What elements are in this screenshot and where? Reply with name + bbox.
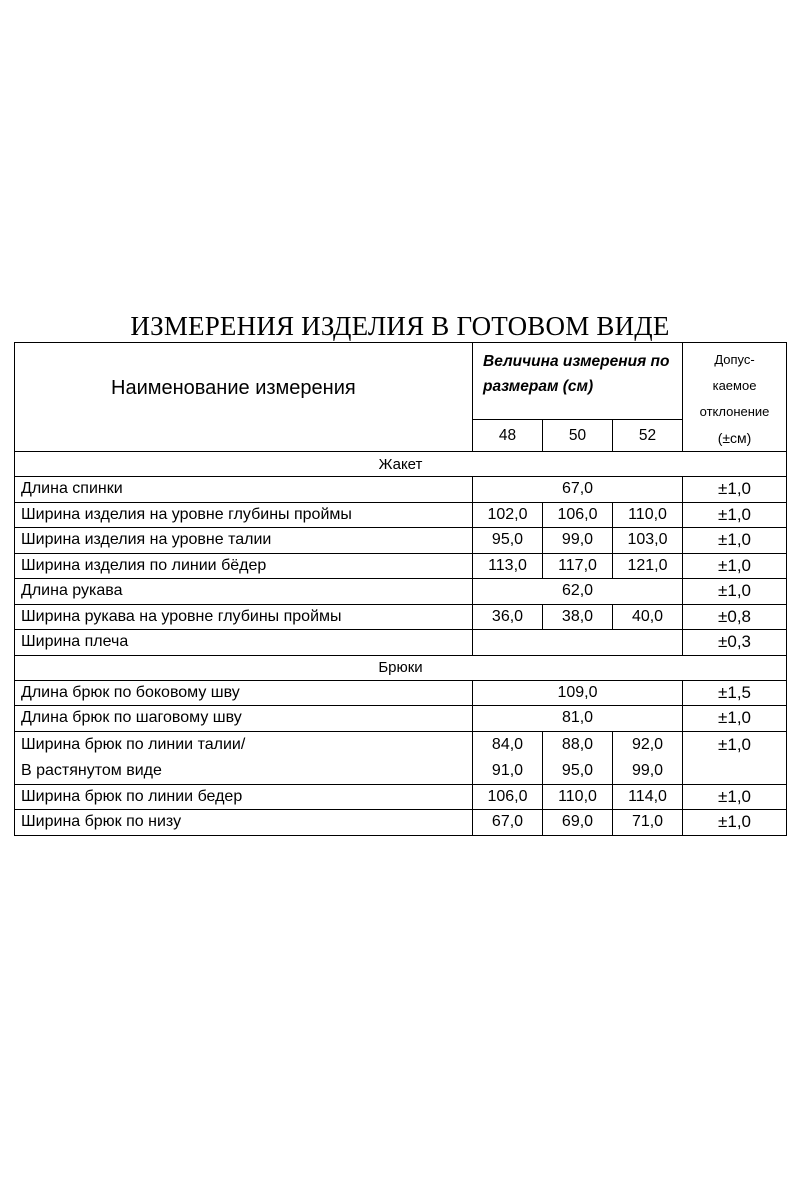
row-tolerance (683, 731, 787, 784)
row-value-48: 113,0 (473, 553, 543, 579)
row-name: Ширина брюк по низу (15, 810, 473, 836)
row-tolerance: ±1,0 (683, 579, 787, 605)
row-tolerance: ±1,0 (683, 810, 787, 836)
row-name: Ширина плеча (15, 630, 473, 656)
row-value-52: 114,0 (613, 784, 683, 810)
row-name: Ширина брюк по линии бедер (15, 784, 473, 810)
row-name-line2: В растянутом виде (21, 761, 162, 779)
table-row (15, 680, 787, 706)
row-value-line1: 84,0 (491, 735, 524, 753)
row-tolerance: ±1,0 (683, 553, 787, 579)
row-value-50: 99,0 (543, 528, 613, 554)
row-value-48: 102,0 (473, 502, 543, 528)
row-value-52 (613, 731, 683, 784)
table-row (15, 579, 787, 605)
header-size-group: Величина измерения по размерам (см) (473, 343, 683, 420)
table-row (15, 477, 787, 503)
row-tolerance: ±0,3 (683, 630, 787, 656)
row-value-merged: 109,0 (473, 680, 683, 706)
header-tolerance-line4: (±см) (717, 430, 752, 446)
row-value-merged: 81,0 (473, 706, 683, 732)
section-jacket: Жакет (15, 452, 787, 477)
row-value-50: 110,0 (543, 784, 613, 810)
row-tolerance: ±1,0 (683, 477, 787, 503)
row-value-52: 71,0 (613, 810, 683, 836)
row-tolerance: ±1,0 (683, 706, 787, 732)
document-title: ИЗМЕРЕНИЯ ИЗДЕЛИЯ В ГОТОВОМ ВИДЕ (130, 311, 670, 341)
row-name: Ширина изделия на уровне глубины проймы (15, 502, 473, 528)
row-value-line1: 88,0 (561, 735, 594, 753)
header-measurement-name: Наименование измерения (15, 343, 473, 452)
table-row (15, 731, 787, 784)
row-name-line1: Ширина брюк по линии талии/ (21, 735, 246, 753)
section-trousers: Брюки (15, 655, 787, 680)
header-tolerance-line2: каемое (712, 378, 757, 393)
row-value-48: 67,0 (473, 810, 543, 836)
row-value-50: 69,0 (543, 810, 613, 836)
header-tolerance (683, 343, 787, 452)
row-value-48 (473, 731, 543, 784)
row-name: Длина брюк по шаговому шву (15, 706, 473, 732)
row-value-line1: 92,0 (631, 735, 664, 753)
table-row (15, 502, 787, 528)
row-name: Ширина изделия по линии бёдер (15, 553, 473, 579)
row-tolerance: ±1,0 (683, 502, 787, 528)
row-value-48: 95,0 (473, 528, 543, 554)
header-size-52: 52 (613, 420, 683, 452)
row-tolerance: ±1,5 (683, 680, 787, 706)
row-name: Длина рукава (15, 579, 473, 605)
row-name: Ширина рукава на уровне глубины проймы (15, 604, 473, 630)
row-value-merged: 67,0 (473, 477, 683, 503)
row-value-50: 106,0 (543, 502, 613, 528)
row-tolerance: ±1,0 (683, 784, 787, 810)
row-tolerance: ±0,8 (683, 604, 787, 630)
row-value-52: 103,0 (613, 528, 683, 554)
header-tolerance-line1: Допус- (714, 352, 755, 367)
row-value-line2: 95,0 (561, 761, 594, 779)
row-name: Ширина изделия на уровне талии (15, 528, 473, 554)
row-value-50: 38,0 (543, 604, 613, 630)
row-value-merged: 62,0 (473, 579, 683, 605)
row-value-48: 106,0 (473, 784, 543, 810)
table-row (15, 553, 787, 579)
table-row (15, 604, 787, 630)
row-value-line2: 91,0 (491, 761, 524, 779)
row-value-48: 36,0 (473, 604, 543, 630)
table-row (15, 706, 787, 732)
row-name: Длина брюк по боковому шву (15, 680, 473, 706)
row-name (15, 731, 473, 784)
row-value-52: 40,0 (613, 604, 683, 630)
header-size-48: 48 (473, 420, 543, 452)
table-row (15, 528, 787, 554)
row-tolerance: ±1,0 (683, 528, 787, 554)
measurements-table (14, 342, 787, 836)
header-tolerance-line3: отклонение (699, 404, 770, 419)
row-value-50 (543, 731, 613, 784)
row-name: Длина спинки (15, 477, 473, 503)
header-size-50: 50 (543, 420, 613, 452)
row-value-50: 117,0 (543, 553, 613, 579)
row-value-52: 121,0 (613, 553, 683, 579)
row-value-52: 110,0 (613, 502, 683, 528)
table-row (15, 784, 787, 810)
table-row (15, 810, 787, 836)
row-value-merged (473, 630, 683, 656)
row-tolerance-value: ±1,0 (718, 734, 751, 754)
table-row (15, 630, 787, 656)
row-value-line2: 99,0 (631, 761, 664, 779)
